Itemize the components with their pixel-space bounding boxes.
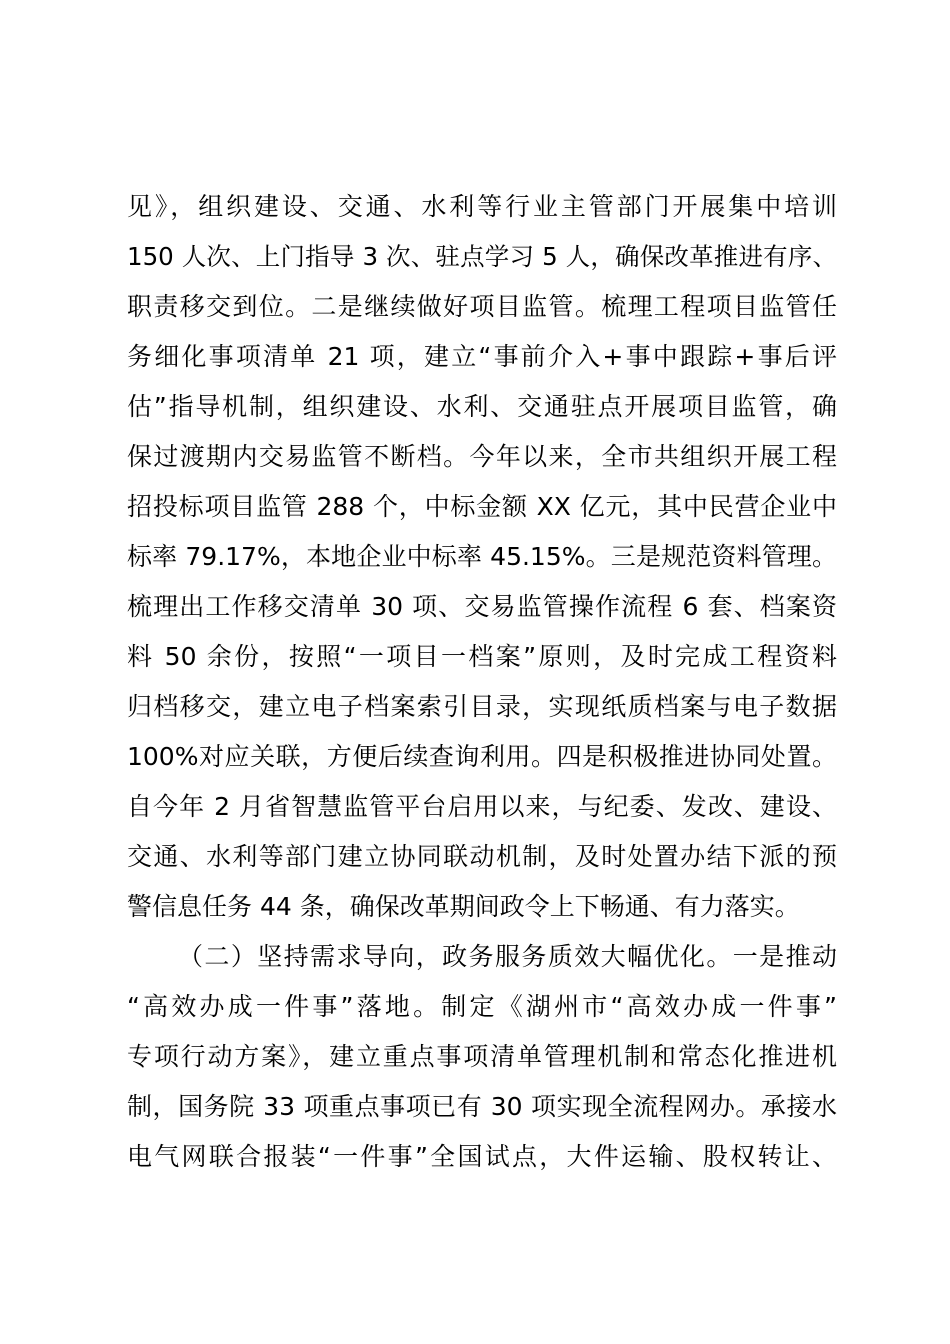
- text-line: 专项行动方案》，建立重点事项清单管理机制和常态化推进机: [127, 1042, 837, 1071]
- text-line: 自今年 2 月省智慧监管平台启用以来，与纪委、发改、建设、: [127, 792, 837, 821]
- text-line: 警信息任务 44 条，确保改革期间政令上下畅通、有力落实。: [127, 892, 800, 921]
- section-heading-line: （二）坚持需求导向，政务服务质效大幅优化。一是推动: [178, 942, 837, 971]
- text-line: 保过渡期内交易监管不断档。今年以来，全市共组织开展工程: [127, 442, 837, 471]
- text-line: 见》，组织建设、交通、水利等行业主管部门开展集中培训: [127, 192, 837, 221]
- text-line: 招投标项目监管 288 个，中标金额 XX 亿元，其中民营企业中: [127, 492, 837, 521]
- text-line: 归档移交，建立电子档案索引目录，实现纸质档案与电子数据: [127, 692, 837, 721]
- text-line: 务细化事项清单 21 项，建立“事前介入+事中跟踪+事后评: [127, 342, 837, 371]
- text-line: 制，国务院 33 项重点事项已有 30 项实现全流程网办。承接水: [127, 1092, 837, 1121]
- text-line: 职责移交到位。二是继续做好项目监管。梳理工程项目监管任: [127, 292, 837, 321]
- text-line: 电气网联合报装“一件事”全国试点，大件运输、股权转让、: [127, 1142, 837, 1171]
- text-line: 估”指导机制，组织建设、水利、交通驻点开展项目监管，确: [127, 392, 837, 421]
- text-line: 150 人次、上门指导 3 次、驻点学习 5 人，确保改革推进有序、: [127, 242, 837, 271]
- text-line: 标率 79.17%，本地企业中标率 45.15%。三是规范资料管理。: [127, 542, 837, 571]
- text-line: 交通、水利等部门建立协同联动机制，及时处置办结下派的预: [127, 842, 837, 871]
- text-line: 料 50 余份，按照“一项目一档案”原则，及时完成工程资料: [127, 642, 837, 671]
- text-line: “高效办成一件事”落地。制定《湖州市“高效办成一件事”: [127, 992, 837, 1021]
- text-line: 100%对应关联，方便后续查询利用。四是积极推进协同处置。: [127, 742, 837, 771]
- text-line: 梳理出工作移交清单 30 项、交易监管操作流程 6 套、档案资: [127, 592, 837, 621]
